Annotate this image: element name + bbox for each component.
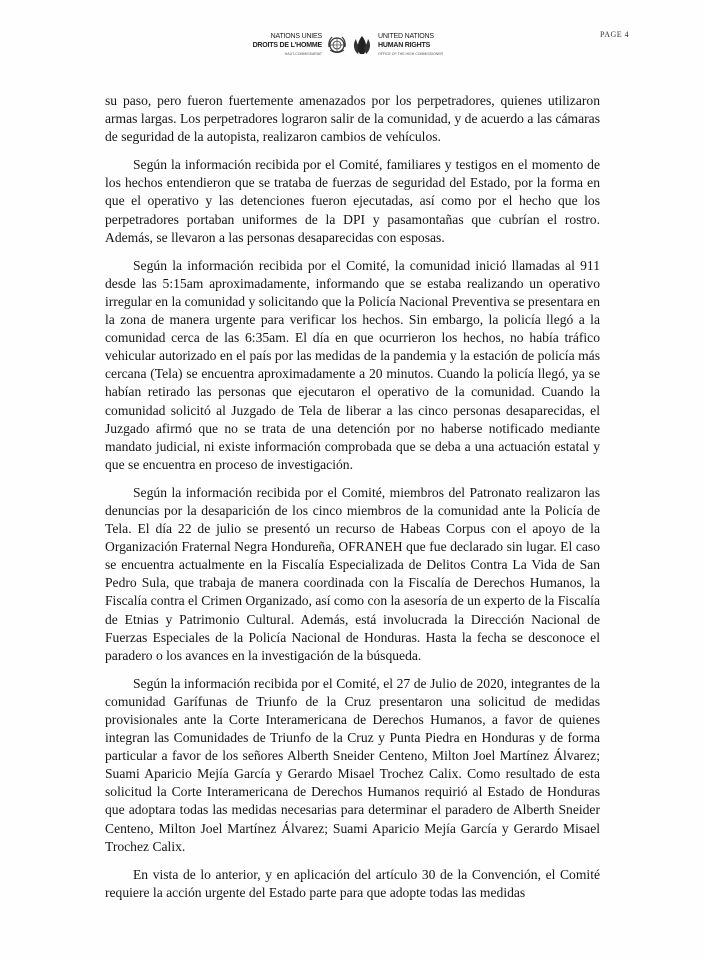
page-header	[240, 28, 460, 62]
header-french-line-2: DROITS DE L'HOMME	[252, 41, 322, 49]
header-english-text	[378, 32, 460, 59]
paragraph-5: Según la información recibida por el Comité, el 27 de Julio de 2020, integrantes de la comunidad Garífunas de Triunfo de la Cruz presentaron una solicitud de medidas provisionales ante la Corte Interamericana de Derechos Humanos, a favor de quienes integran las Comunidades de Triunfo de la Cruz y Punta Piedra en Honduras y de forma particular a favor de los señores Alberth Sneider Centeno, Milton Joel Martínez Álvarez; Suami Aparicio Mejía García y Gerardo Misael Trochez Calix. Como resultado de esta solicitud la Corte Interamericana de Derechos Humanos requirió al Estado de Honduras que adoptara todas las medidas necesarias para determinar el paradero de Alberth Sneider Centeno, Milton Joel Martínez Álvarez; Suami Aparicio Mejía García y Gerardo Misael Trochez Calix.	[105, 675, 600, 854]
header-english-line-2: HUMAN RIGHTS	[378, 41, 431, 49]
page-number: PAGE 4	[600, 30, 630, 39]
header-english-line-3: OFFICE OF THE HIGH COMMISSIONER	[378, 51, 444, 56]
header-english-line-1: UNITED NATIONS	[378, 32, 434, 40]
header-french-line-3: HAUT-COMMISSARIAT	[284, 51, 322, 56]
un-emblem-icon	[326, 34, 348, 56]
paragraph-6: En vista de lo anterior, y en aplicación del artículo 30 de la Convención, el Comité requiere la acción urgente del Estado parte para que adopte todas las medidas	[105, 866, 600, 900]
human-rights-logo-icon	[350, 34, 374, 56]
paragraph-3: Según la información recibida por el Comité, la comunidad inició llamadas al 911 desde las 5:15am aproximadamente, informando que se estaba realizando un operativo irregular en la comunidad y solicitando que la Policía Nacional Preventiva se presentara en la zona de manera urgente para verificar los hechos. Sin embargo, la policía llegó a la comunidad cerca de las 6:35am. El día en que ocurrieron los hechos, no había tráfico vehicular autorizado en el país por las medidas de la pandemia y la estación de policía más cercana (Tela) se encuentra aproximadamente a 20 minutos. Cuando la policía llegó, ya se habían retirado las personas que ejecutaron el operativo de la comunidad. Cuando la comunidad solicitó al Juzgado de Tela de liberar a las cinco personas desaparecidas, el Juzgado afirmó que no se trata de una detención por no haberse notificado mediante mandato judicial, ni existe información comprobada que se deba a una actuación estatal y que se encuentra en proceso de investigación.	[105, 257, 600, 472]
body-text	[105, 92, 600, 912]
paragraph-2: Según la información recibida por el Comité, familiares y testigos en el momento de los hechos entendieron que se trataba de fuerzas de seguridad del Estado, por la forma en que el operativo y las detenciones fueron ejecutadas, así como por el hecho que los perpetradores portaban uniformes de la DPI y pasamontañas que cubrían el rostro. Además, se llevaron a las personas desaparecidas con esposas.	[105, 157, 600, 245]
header-french-line-1: NATIONS UNIES	[270, 32, 322, 40]
header-emblems	[326, 34, 374, 56]
header-french-text	[240, 32, 322, 59]
paragraph-1: su paso, pero fueron fuertemente amenazados por los perpetradores, quienes utilizaron armas largas. Los perpetradores lograron salir de la comunidad, y de acuerdo a las cámaras de seguridad de la autopista, realizaron cambios de vehículos.	[105, 93, 600, 145]
paragraph-4: Según la información recibida por el Comité, miembros del Patronato realizaron las denuncias por la desaparición de los cinco miembros de la comunidad ante la Policía de Tela. El día 22 de julio se presentó un recurso de Habeas Corpus con el apoyo de la Organización Fraternal Negra Hondureña, OFRANEH que fue declarado sin lugar. El caso se encuentra actualmente en la Fiscalía Especializada de Delitos Contra La Vida de San Pedro Sula, que trabaja de manera coordinada con la Fiscalía de Derechos Humanos, la Fiscalía contra el Crimen Organizado, así como con la asesoría de un experto de la Fiscalía de Etnias y Patrimonio Cultural. Además, está involucrada la Dirección Nacional de Fuerzas Especiales de la Policía Nacional de Honduras. Hasta la fecha se desconoce el paradero o los avances en la investigación de la búsqueda.	[105, 484, 600, 663]
